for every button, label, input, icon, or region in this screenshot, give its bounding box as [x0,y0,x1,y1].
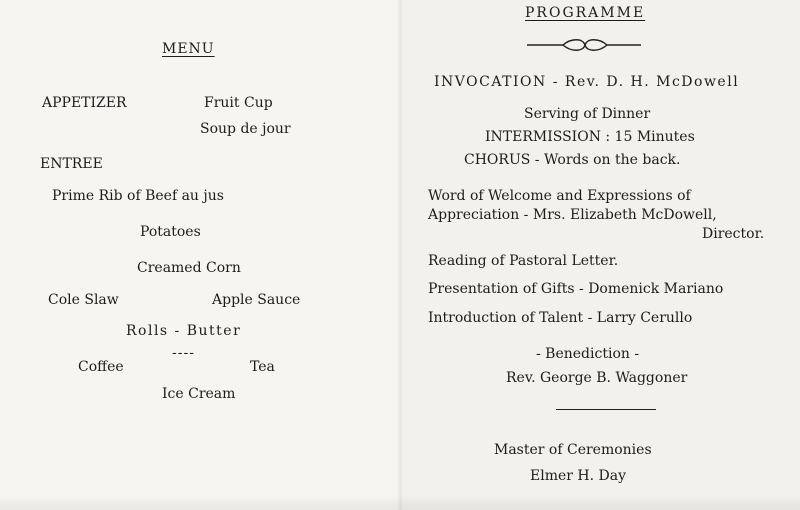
apple-sauce: Apple Sauce [212,292,301,308]
menu-separator: ---- [172,345,195,361]
programme-title: PROGRAMME [525,5,646,21]
rolls-butter: Rolls - Butter [126,323,242,339]
coffee: Coffee [78,359,124,375]
page-fold [397,0,403,510]
welcome-line: Director. [702,226,765,242]
master-of-ceremonies-label: Master of Ceremonies [494,442,652,458]
tea: Tea [250,359,275,375]
intermission: INTERMISSION : 15 Minutes [485,129,695,145]
welcome-line: Appreciation - Mrs. Elizabeth McDowell, [428,207,717,223]
welcome-line: Word of Welcome and Expressions of [428,188,691,204]
introduction-of-talent: Introduction of Talent - Larry Cerullo [428,310,693,326]
invocation: INVOCATION - Rev. D. H. McDowell [434,74,740,90]
ornament-knot [563,40,607,51]
pastoral-letter: Reading of Pastoral Letter. [428,253,619,269]
entree-label: ENTREE [40,156,103,172]
menu-title: MENU [162,41,215,57]
potatoes: Potatoes [140,224,201,240]
benediction: - Benediction - [536,346,640,362]
appetizer-item: Fruit Cup [204,95,273,111]
page-bottom-shadow [0,494,800,510]
ornament-divider [527,37,641,53]
ice-cream: Ice Cream [162,386,236,402]
creamed-corn: Creamed Corn [137,260,241,276]
serving-of-dinner: Serving of Dinner [524,106,651,122]
presentation-of-gifts: Presentation of Gifts - Domenick Mariano [428,281,724,297]
entree-main: Prime Rib of Beef au jus [52,188,224,204]
appetizer-label: APPETIZER [42,95,127,111]
divider-line [556,409,656,410]
benediction-by: Rev. George B. Waggoner [506,370,688,386]
master-of-ceremonies-name: Elmer H. Day [530,468,626,484]
chorus: CHORUS - Words on the back. [464,152,681,168]
appetizer-item: Soup de jour [200,121,291,137]
cole-slaw: Cole Slaw [48,292,119,308]
